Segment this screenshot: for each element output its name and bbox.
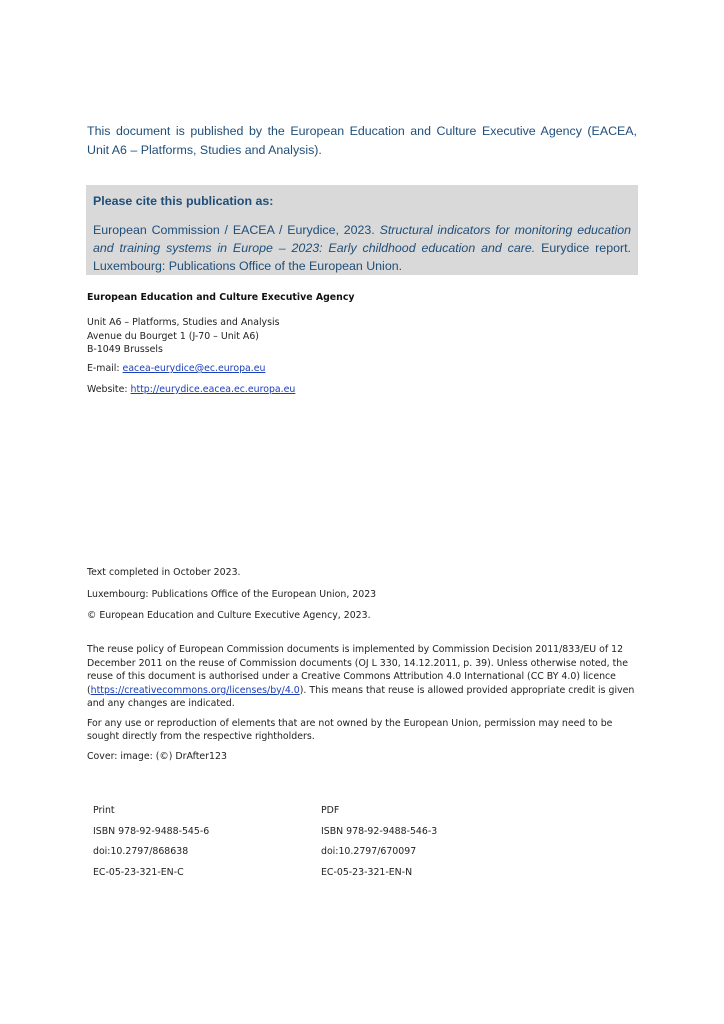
licence-link[interactable]: https://creativecommons.org/licenses/by/4.0	[90, 684, 300, 696]
address-line-3: B-1049 Brussels	[87, 344, 163, 355]
reuse-policy-end: ). This means that reuse is allowed provided appropriate credit is given and any changes are indicated.	[87, 684, 635, 709]
website-link[interactable]: http://eurydice.eacea.ec.europa.eu	[130, 384, 296, 395]
cover-credit: Cover: image: (©) DrAfter123	[87, 750, 227, 762]
email-link[interactable]: eacea-eurydice@ec.europa.eu	[122, 363, 266, 374]
permission-text: For any use or reproduction of elements that are not owned by the European Union, permission may need to be sought directly from the respective rightholders.	[87, 717, 613, 742]
reuse-policy-start: The reuse policy of European Commission documents is implemented by Commission Decision 2011/833/EU of 12 December 2011 on the reuse of Commission documents (OJ L 330, 14.12.2011, p. 39). Unless otherwise noted, the reuse of this document is authorised under a Creative Commons Attribution 4.0 International (CC BY 4.0) licence (	[87, 644, 628, 696]
address-line-2: Avenue du Bourget 1 (J-70 – Unit A6)	[87, 330, 259, 342]
print-edition-column	[93, 805, 209, 887]
citation-box	[86, 185, 638, 275]
citation-text	[93, 221, 631, 275]
print-isbn: ISBN 978-92-9488-545-6	[93, 825, 210, 837]
email-line	[87, 363, 265, 374]
pdf-label: PDF	[321, 805, 340, 816]
text-completed: Text completed in October 2023.	[87, 567, 241, 578]
print-doi: doi:10.2797/868638	[93, 846, 189, 857]
agency-name: European Education and Culture Executive Agency	[87, 292, 355, 303]
reuse-policy-section	[87, 643, 637, 763]
pdf-catalogue: EC-05-23-321-EN-N	[321, 866, 413, 878]
pdf-isbn: ISBN 978-92-9488-546-3	[321, 825, 438, 837]
website-line	[87, 384, 295, 395]
pdf-edition-column	[321, 805, 437, 887]
address-line-1: Unit A6 – Platforms, Studies and Analysis	[87, 317, 280, 328]
citation-italic-title: Structural indicators for monitoring education and training systems in Europe – 2023: Early childhood education and care.	[93, 223, 632, 255]
reuse-policy-text	[87, 643, 637, 711]
agency-address	[87, 316, 279, 357]
intro-paragraph: This document is published by the European Education and Culture Executive Agency (EACEA, Unit A6 – Platforms, Studies and Analysis).	[87, 124, 637, 157]
citation-suffix: Eurydice report. Luxembourg: Publications Office of the European Union.	[93, 241, 631, 273]
print-label: Print	[93, 805, 115, 816]
citation-prefix: European Commission / EACEA / Eurydice, 2023.	[93, 223, 380, 237]
email-label: E-mail:	[87, 363, 123, 374]
pdf-doi: doi:10.2797/670097	[321, 846, 417, 857]
copyright-line: © European Education and Culture Executive Agency, 2023.	[87, 610, 371, 621]
website-label: Website:	[87, 384, 131, 395]
citation-title: Please cite this publication as:	[93, 194, 274, 208]
print-catalogue: EC-05-23-321-EN-C	[93, 866, 184, 878]
publisher-line: Luxembourg: Publications Office of the European Union, 2023	[87, 589, 377, 600]
